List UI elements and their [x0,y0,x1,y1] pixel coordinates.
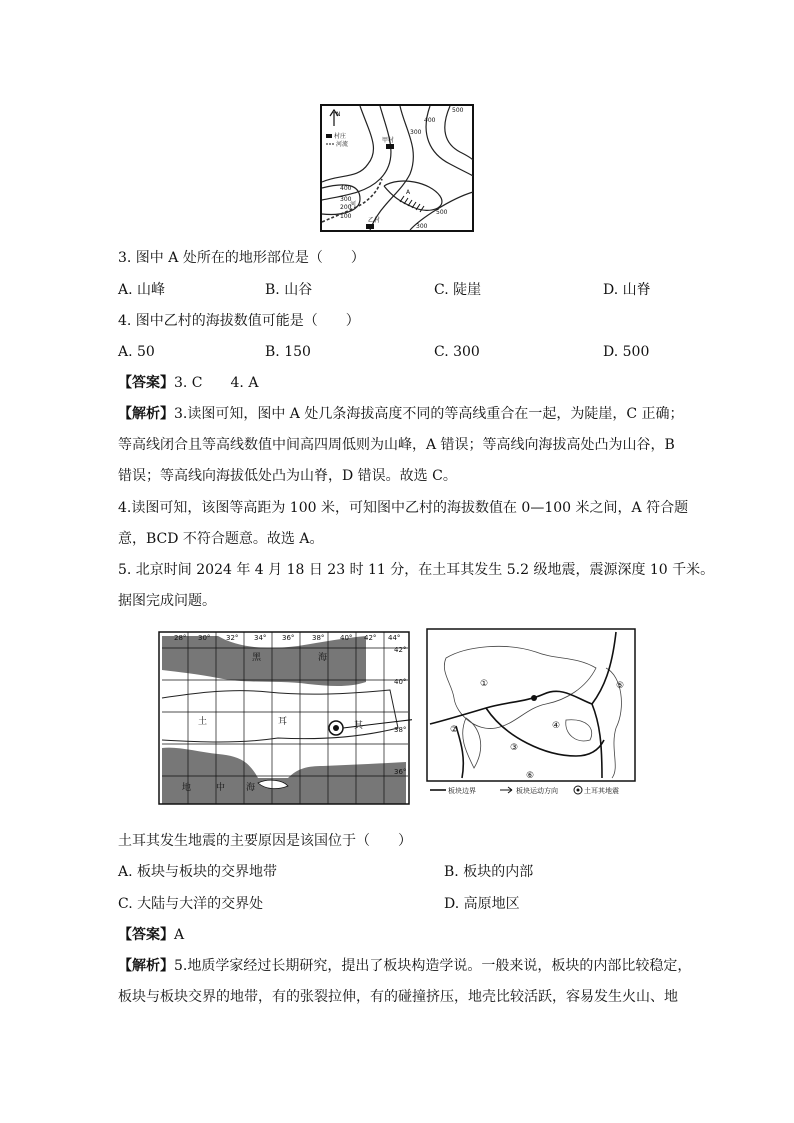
contour-label: 100 [340,213,352,220]
river-label: 河 [350,201,357,208]
question-5-stem: 土耳其发生地震的主要原因是该国位于（ ） [118,833,412,849]
analysis-tag: 【解析】 [118,406,174,422]
lon-tick: 32° [226,634,239,642]
question-5-intro-1: 5. 北京时间 2024 年 4 月 18 日 23 时 11 分，在土耳其发生 5.2 级地震，震源深度 10 千米。 [118,562,715,578]
lat-tick: 42° [394,646,407,654]
contour-label: 200 [340,204,352,211]
north-label: N [336,111,341,118]
question-4-stem: 4. 图中乙村的海拔数值可能是（ ） [118,313,360,329]
plate-number: ④ [552,721,561,731]
contour-label: 400 [424,117,436,124]
q5-option-a: A. 板块与板块的交界地带 [118,864,278,880]
q5-option-b: B. 板块的内部 [444,864,534,880]
plate-number: ② [450,725,459,735]
legend-quake-label: 土耳其地震 [584,787,619,795]
q4-option-b: B. 150 [265,344,311,360]
question-5-intro-2: 据图完成问题。 [118,593,216,609]
lat-tick: 38° [394,726,407,734]
answer-block-1 [118,373,258,393]
map-label: 海 [318,653,328,663]
village-jia-label: 甲村 [382,137,395,144]
legend-boundary-label: 板块边界 [448,787,476,795]
analysis-2-line-1 [118,956,691,976]
map-label: 耳 [278,717,288,727]
analysis-1-line-3: 错误；等高线向海拔低处凸为山脊，D 错误。故选 C。 [118,468,457,484]
analysis-text: 5.地质学家经过长期研究，提出了板块构造学说。一般来说，板块的内部比较稳定， [174,958,692,974]
contour-map-figure [320,104,474,232]
lon-tick: 34° [254,634,267,642]
q3-option-d: D. 山脊 [603,282,651,298]
q3-option-a: A. 山峰 [118,282,166,298]
lon-tick: 30° [198,634,211,642]
map-label: 海 [246,783,256,793]
lon-tick: 42° [364,634,377,642]
lon-tick: 36° [282,634,295,642]
answer-text: 3. C 4. A [174,375,259,391]
map-label: 土 [198,717,208,727]
q4-option-c: C. 300 [434,344,480,360]
plate-number: ③ [510,743,519,753]
contour-label: 300 [410,129,422,136]
turkey-map-figure [158,628,412,808]
q3-option-b: B. 山谷 [265,282,313,298]
answer-tag: 【答案】 [118,927,174,943]
legend-village-label: 村庄 [334,133,347,140]
analysis-tag: 【解析】 [118,958,174,974]
analysis-2-line-2: 板块与板块交界的地带，有的张裂拉伸，有的碰撞挤压，地壳比较活跃，容易发生火山、地 [118,989,678,1005]
q5-option-d: D. 高原地区 [444,896,520,912]
q3-option-c: C. 陡崖 [434,282,482,298]
map-label: 中 [216,783,226,793]
q4-option-d: D. 500 [603,344,650,360]
map-label: 黑 [252,653,262,663]
answer-block-2 [118,925,184,945]
contour-label: 300 [340,196,352,203]
point-a-label: A [406,189,411,196]
plate-number: ⑤ [616,681,625,691]
village-yi-label: 乙村 [368,217,381,224]
analysis-text: 3.读图可知，图中 A 处几条海拔高度不同的等高线重合在一起，为陡崖，C 正确； [174,406,684,422]
contour-label: 400 [340,185,352,192]
plate-number: ⑥ [526,771,535,781]
answer-tag: 【答案】 [118,375,174,391]
contour-label: 500 [452,107,464,114]
q5-option-c: C. 大陆与大洋的交界处 [118,896,264,912]
lat-tick: 36° [394,768,407,776]
analysis-1-line-4: 4.读图可知，该图等高距为 100 米，可知图中乙村的海拔数值在 0—100 米之间，A 符合题 [118,500,689,516]
contour-label: 500 [436,209,448,216]
answer-text: A [174,927,185,943]
legend-river-label: 河流 [336,141,349,148]
question-3-stem: 3. 图中 A 处所在的地形部位是（ ） [118,250,365,266]
map-label: 地 [182,783,192,793]
plate-number: ① [480,679,489,689]
lon-tick: 38° [312,634,325,642]
analysis-1-line-2: 等高线闭合且等高线数值中间高四周低则为山峰，A 错误；等高线向海拔高处凸为山谷，B [118,437,675,453]
lon-tick: 40° [340,634,353,642]
lon-tick: 44° [388,634,401,642]
q4-option-a: A. 50 [118,344,155,360]
plate-map-figure [426,628,636,796]
analysis-1-line-5: 意，BCD 不符合题意。故选 A。 [118,531,324,547]
legend-direction-label: 板块运动方向 [516,787,558,795]
analysis-1-line-1 [118,404,684,424]
lon-tick: 28° [174,634,187,642]
lat-tick: 40° [394,678,407,686]
contour-label: 300 [416,223,428,230]
map-label: 其 [354,721,364,731]
